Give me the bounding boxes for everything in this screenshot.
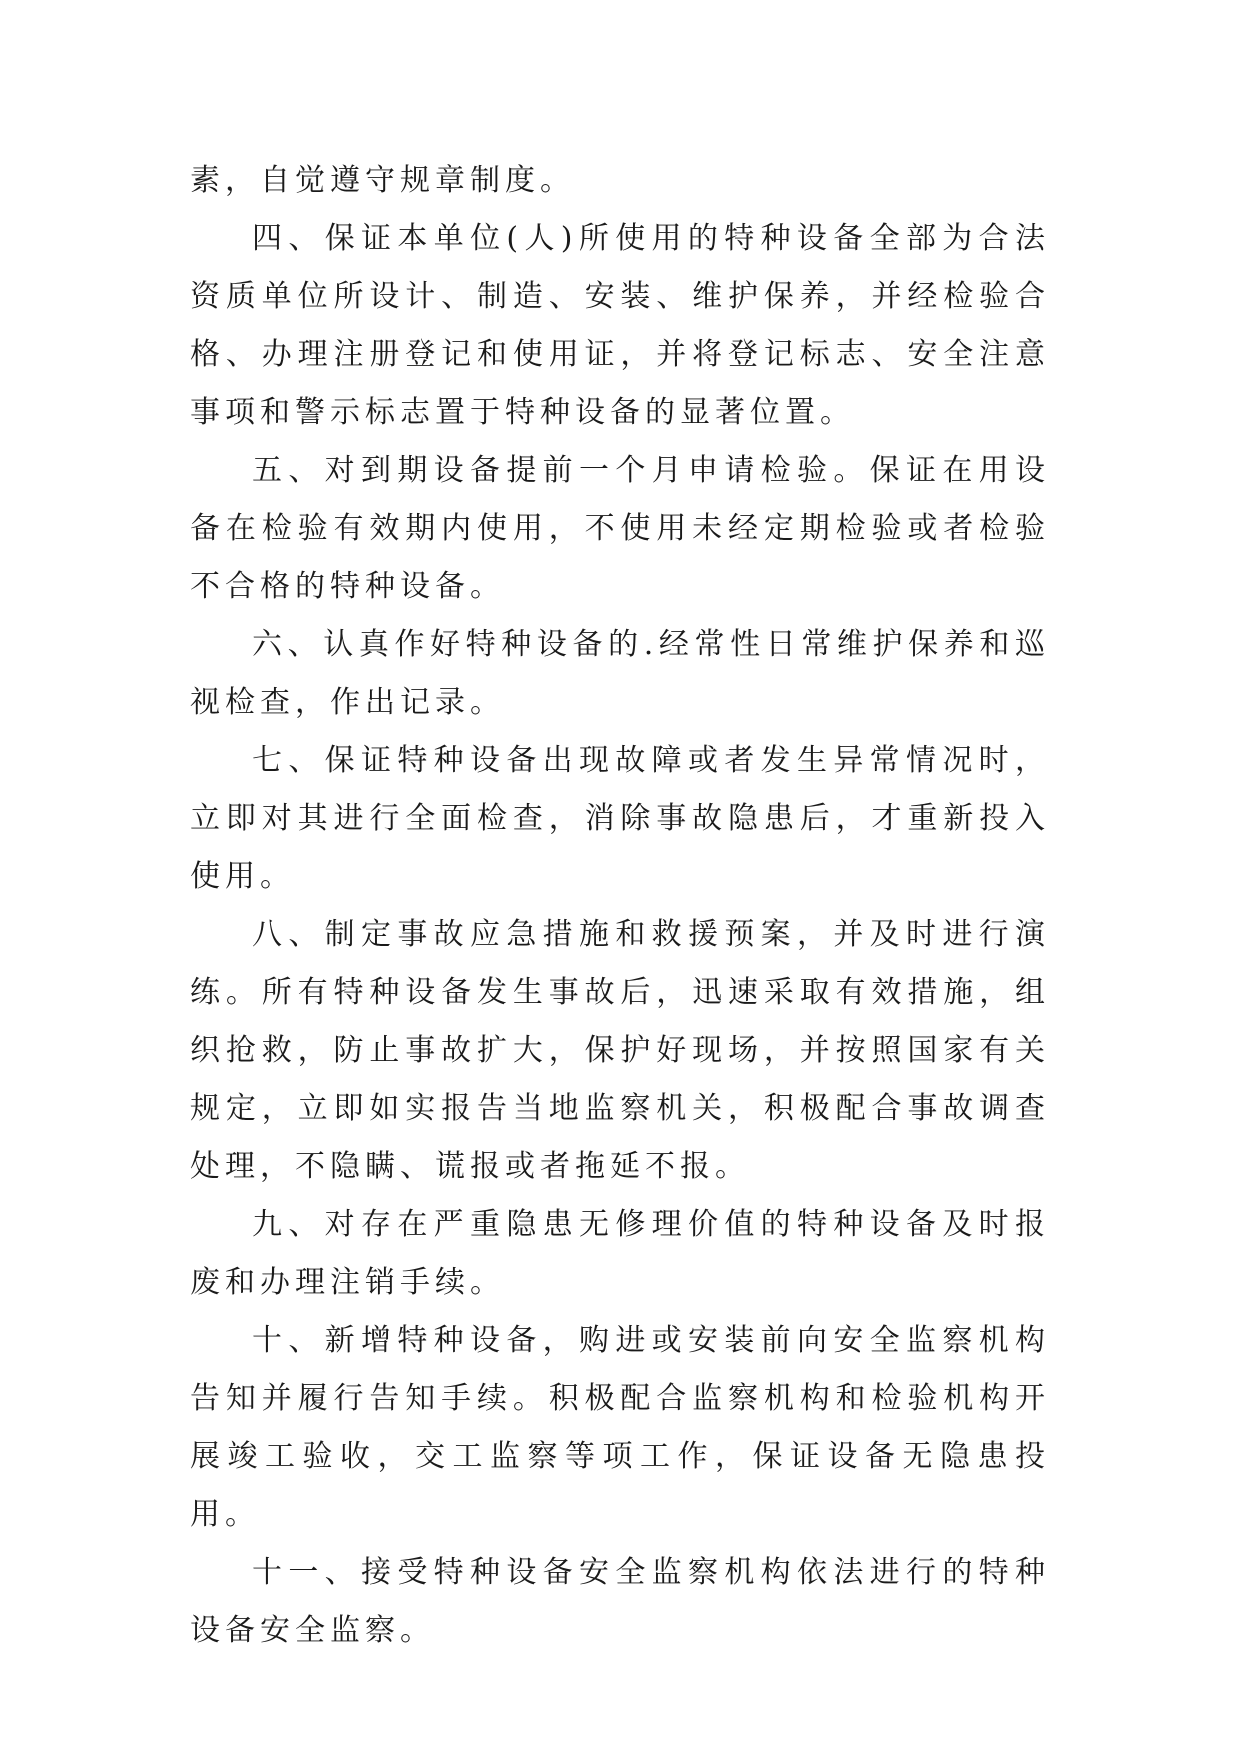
paragraph-item-6: 六、认真作好特种设备的.经常性日常维护保养和巡视检查，作出记录。 xyxy=(190,627,1050,720)
paragraph-item-10: 十、新增特种设备，购进或安装前向安全监察机构告知并履行告知手续。积极配合监察机构和检验机构开展竣工验收，交工监察等项工作，保证设备无隐患投用。 xyxy=(190,1323,1050,1532)
paragraph-item-8: 八、制定事故应急措施和救援预案，并及时进行演练。所有特种设备发生事故后，迅速采取有效措施，组织抢救，防止事故扩大，保护好现场，并按照国家有关规定，立即如实报告当地监察机关，积极配合事故调查处理，不隐瞒、谎报或者拖延不报。 xyxy=(190,917,1050,1184)
paragraph-item-9: 九、对存在严重隐患无修理价值的特种设备及时报废和办理注销手续。 xyxy=(190,1207,1050,1300)
paragraph-continuation: 素，自觉遵守规章制度。 xyxy=(190,163,575,198)
paragraph-item-4: 四、保证本单位(人)所使用的特种设备全部为合法资质单位所设计、制造、安装、维护保养，并经检验合格、办理注册登记和使用证，并将登记标志、安全注意事项和警示标志置于特种设备的显著位置。 xyxy=(190,221,1050,430)
paragraph-item-5: 五、对到期设备提前一个月申请检验。保证在用设备在检验有效期内使用，不使用未经定期检验或者检验不合格的特种设备。 xyxy=(190,453,1050,604)
paragraph-item-7: 七、保证特种设备出现故障或者发生异常情况时，立即对其进行全面检查，消除事故隐患后，才重新投入使用。 xyxy=(190,743,1050,894)
document-body xyxy=(190,152,1050,1660)
paragraph-item-11: 十一、接受特种设备安全监察机构依法进行的特种设备安全监察。 xyxy=(190,1555,1050,1648)
